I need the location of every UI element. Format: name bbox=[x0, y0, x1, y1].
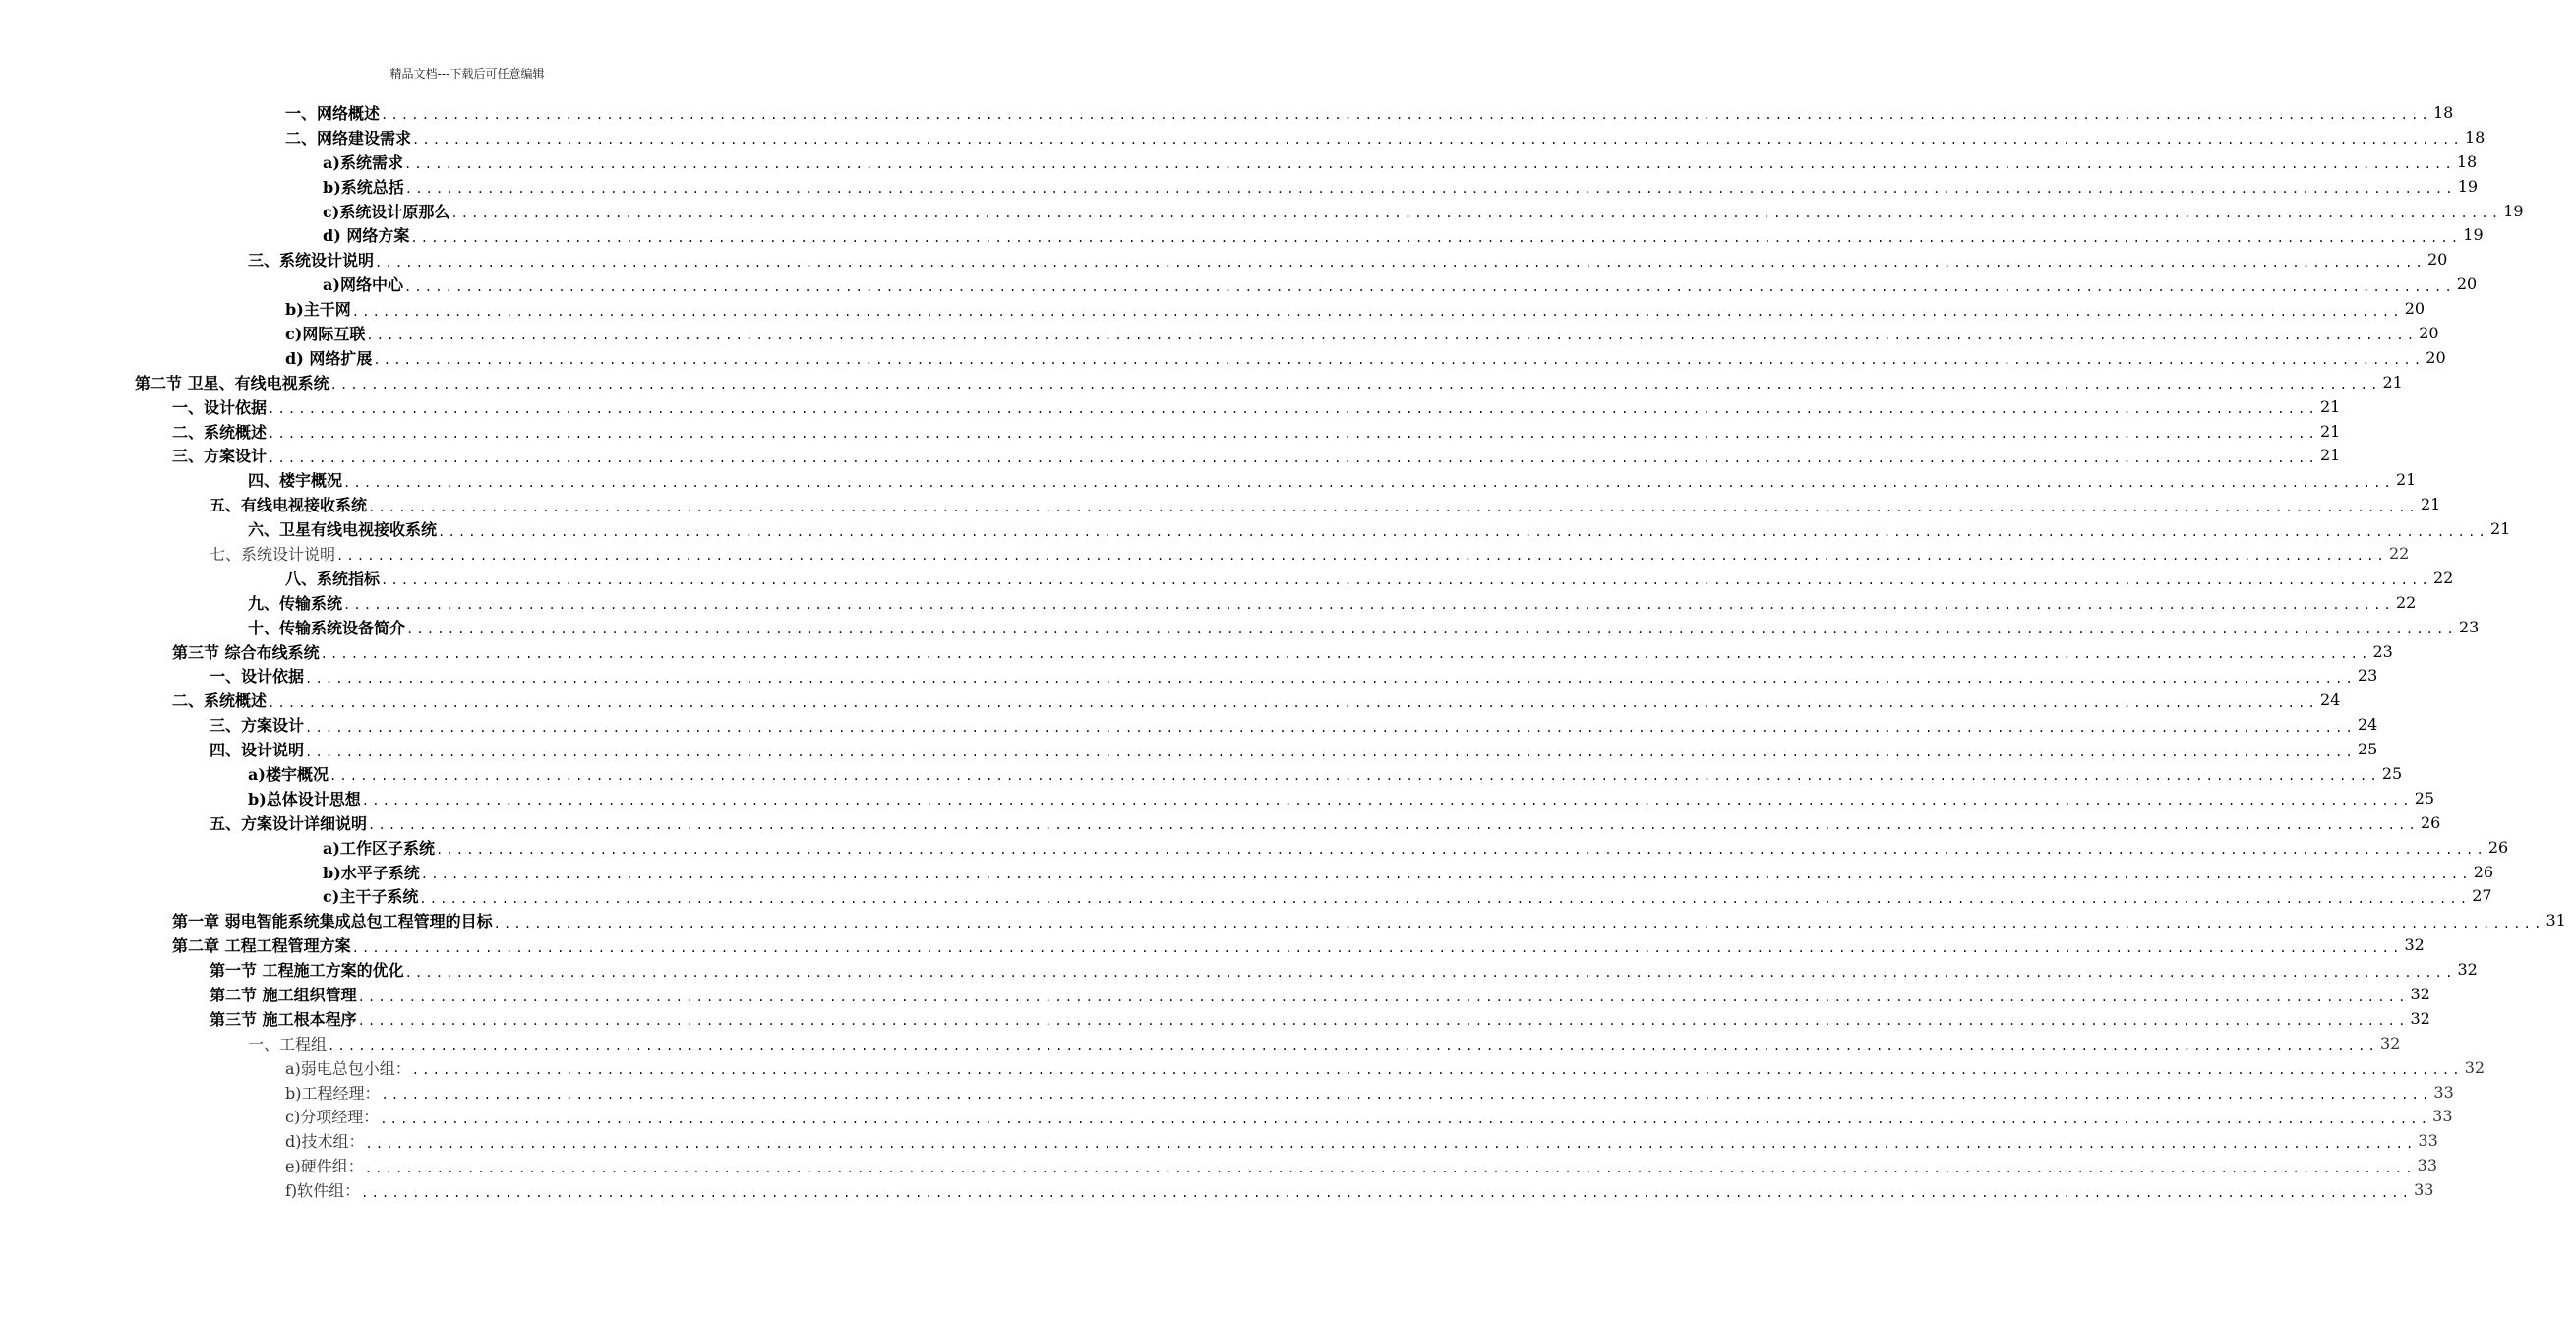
toc-entry-page: 33 bbox=[2414, 1180, 2434, 1200]
toc-entry-page: 18 bbox=[2456, 151, 2478, 171]
toc-entry[interactable] bbox=[0, 639, 2393, 664]
toc-entry-title: 一、网络概述 bbox=[285, 103, 381, 123]
toc-entry[interactable] bbox=[0, 688, 2341, 712]
toc-dot-leader: ........................................................................................................................................................................................................ bbox=[410, 230, 2462, 245]
toc-entry-title: e)硬件组： bbox=[285, 1157, 364, 1176]
toc-dot-leader: ........................................................................................................................................................................................................ bbox=[438, 524, 2488, 539]
toc-entry-title: b)水平子系统 bbox=[323, 863, 420, 882]
toc-dot-leader: ........................................................................................................................................................................................................ bbox=[357, 1014, 2409, 1029]
toc-dot-leader: ........................................................................................................................................................................................................ bbox=[366, 329, 2418, 343]
toc-entry[interactable] bbox=[0, 516, 2511, 541]
toc-entry[interactable] bbox=[0, 394, 2341, 419]
table-of-contents bbox=[0, 100, 2566, 1202]
toc-entry-title: d) 网络方案 bbox=[323, 226, 410, 246]
toc-entry-page: 33 bbox=[2417, 1156, 2437, 1175]
toc-entry-page: 32 bbox=[2410, 985, 2430, 1003]
toc-entry[interactable] bbox=[0, 345, 2446, 370]
toc-entry-page: 21 bbox=[2319, 396, 2341, 416]
toc-entry-page: 19 bbox=[2463, 225, 2484, 245]
toc-dot-leader: ........................................................................................................................................................................................................ bbox=[381, 573, 2431, 588]
toc-entry-title: c)系统设计原那么 bbox=[323, 202, 450, 221]
toc-entry-title: 第二节 施工组织管理 bbox=[210, 986, 357, 1004]
toc-entry-page: 19 bbox=[2503, 201, 2524, 220]
toc-entry[interactable] bbox=[0, 150, 2478, 174]
toc-entry[interactable] bbox=[0, 811, 2441, 835]
toc-dot-leader: ........................................................................................................................................................................................................ bbox=[406, 623, 2457, 637]
toc-dot-leader: ........................................................................................................................................................................................................ bbox=[328, 1039, 2378, 1053]
toc-entry-page: 21 bbox=[2489, 519, 2511, 539]
toc-entry-page: 20 bbox=[2426, 347, 2446, 367]
toc-entry[interactable] bbox=[0, 443, 2341, 467]
toc-entry-page: 32 bbox=[2464, 1057, 2486, 1077]
toc-entry-title: 一、设计依据 bbox=[172, 397, 268, 417]
toc-dot-leader: ........................................................................................................................................................................................................ bbox=[343, 475, 2394, 490]
toc-entry-title: 二、系统概述 bbox=[172, 691, 268, 711]
toc-entry-page: 21 bbox=[2319, 421, 2341, 441]
toc-entry[interactable] bbox=[0, 370, 2403, 394]
toc-dot-leader: ........................................................................................................................................................................................................ bbox=[361, 1185, 2413, 1200]
toc-entry[interactable] bbox=[0, 1153, 2437, 1177]
toc-entry-title: 第一章 弱电智能系统集成总包工程管理的目标 bbox=[172, 912, 493, 931]
toc-entry-title: a)网络中心 bbox=[323, 275, 403, 295]
toc-entry-page: 23 bbox=[2372, 641, 2393, 661]
toc-entry-title: 八、系统指标 bbox=[285, 569, 381, 588]
toc-entry-page: 21 bbox=[2382, 372, 2403, 391]
toc-entry[interactable] bbox=[0, 1080, 2454, 1105]
toc-entry-page: 18 bbox=[2464, 127, 2486, 147]
toc-entry[interactable] bbox=[0, 541, 2410, 566]
toc-entry-title: 六、卫星有线电视接收系统 bbox=[248, 520, 438, 540]
toc-dot-leader: ........................................................................................................................................................................................................ bbox=[403, 279, 2455, 294]
toc-dot-leader: ........................................................................................................................................................................................................ bbox=[320, 647, 2371, 662]
toc-entry-title: b)系统总括 bbox=[323, 177, 404, 197]
toc-entry[interactable] bbox=[0, 860, 2494, 884]
toc-dot-leader: ........................................................................................................................................................................................................ bbox=[329, 378, 2381, 392]
toc-dot-leader: ........................................................................................................................................................................................................ bbox=[450, 207, 2502, 220]
toc-entry[interactable] bbox=[0, 982, 2430, 1006]
toc-entry-page: 20 bbox=[2404, 299, 2426, 319]
toc-entry-title: f)软件组： bbox=[285, 1181, 361, 1201]
toc-entry-page: 20 bbox=[2426, 250, 2448, 270]
toc-entry-title: 第一节 工程施工方案的优化 bbox=[210, 961, 404, 981]
toc-entry-title: 九、传输系统 bbox=[248, 593, 343, 613]
toc-entry-page: 23 bbox=[2458, 617, 2480, 636]
toc-dot-leader: ........................................................................................................................................................................................................ bbox=[404, 182, 2456, 197]
toc-entry-page: 26 bbox=[2487, 837, 2509, 857]
toc-dot-leader: ........................................................................................................................................................................................................ bbox=[361, 794, 2413, 809]
toc-entry-title: 三、方案设计 bbox=[210, 716, 305, 736]
toc-entry-page: 25 bbox=[2414, 788, 2435, 808]
toc-entry[interactable] bbox=[0, 761, 2403, 786]
toc-dot-leader: ........................................................................................................................................................................................................ bbox=[420, 868, 2472, 882]
toc-entry-title: 第三节 综合布线系统 bbox=[172, 642, 320, 662]
toc-entry[interactable] bbox=[0, 1055, 2486, 1080]
toc-entry-page: 21 bbox=[2319, 446, 2341, 465]
toc-entry-title: a)工作区子系统 bbox=[323, 838, 435, 858]
toc-dot-leader: ........................................................................................................................................................................................................ bbox=[380, 1112, 2431, 1126]
toc-entry[interactable] bbox=[0, 712, 2378, 737]
toc-entry-title: c)主干子系统 bbox=[323, 887, 419, 907]
toc-entry[interactable] bbox=[0, 884, 2492, 909]
toc-entry-title: 一、设计依据 bbox=[210, 667, 305, 687]
toc-entry-title: 五、方案设计详细说明 bbox=[210, 813, 368, 833]
toc-entry[interactable] bbox=[0, 566, 2454, 590]
toc-entry[interactable] bbox=[0, 1031, 2401, 1055]
toc-entry-page: 32 bbox=[2404, 935, 2425, 955]
toc-entry-page: 33 bbox=[2418, 1131, 2438, 1151]
toc-entry-page: 20 bbox=[2456, 274, 2478, 294]
toc-entry-title: 二、系统概述 bbox=[172, 422, 268, 442]
toc-entry-page: 22 bbox=[2395, 592, 2417, 612]
toc-entry-title: 一、工程组 bbox=[248, 1034, 328, 1053]
toc-entry-page: 22 bbox=[2388, 543, 2410, 563]
toc-entry-title: a)楼宇概况 bbox=[248, 764, 329, 784]
toc-entry[interactable] bbox=[0, 492, 2441, 516]
toc-entry-title: 七、系统设计说明 bbox=[210, 544, 336, 564]
toc-dot-leader: ........................................................................................................................................................................................................ bbox=[419, 891, 2471, 906]
toc-dot-leader: ........................................................................................................................................................................................................ bbox=[375, 255, 2426, 270]
toc-dot-leader: ........................................................................................................................................................................................................ bbox=[305, 745, 2356, 759]
toc-dot-leader: ........................................................................................................................................................................................................ bbox=[351, 304, 2403, 319]
toc-entry-page: 25 bbox=[2357, 740, 2378, 759]
toc-dot-leader: ........................................................................................................................................................................................................ bbox=[381, 1088, 2432, 1103]
toc-entry-title: b)主干网 bbox=[285, 300, 351, 320]
toc-dot-leader: ........................................................................................................................................................................................................ bbox=[268, 427, 2318, 442]
toc-dot-leader: ........................................................................................................................................................................................................ bbox=[404, 965, 2456, 980]
toc-entry-page: 19 bbox=[2457, 176, 2479, 196]
toc-entry-title: c)网际互联 bbox=[285, 324, 366, 343]
toc-dot-leader: ........................................................................................................................................................................................................ bbox=[268, 402, 2318, 417]
toc-entry-title: 二、网络建设需求 bbox=[285, 128, 412, 148]
toc-dot-leader: ........................................................................................................................................................................................................ bbox=[343, 598, 2394, 613]
toc-entry-page: 21 bbox=[2395, 470, 2417, 490]
toc-entry-page: 22 bbox=[2432, 568, 2454, 587]
toc-entry[interactable] bbox=[0, 1105, 2453, 1129]
toc-entry[interactable] bbox=[0, 932, 2425, 957]
toc-dot-leader: ........................................................................................................................................................................................................ bbox=[364, 1161, 2416, 1175]
toc-entry-page: 31 bbox=[2546, 911, 2566, 931]
toc-entry[interactable] bbox=[0, 786, 2435, 811]
toc-entry-page: 33 bbox=[2432, 1107, 2453, 1126]
toc-entry[interactable] bbox=[0, 1128, 2438, 1153]
toc-entry[interactable] bbox=[0, 590, 2417, 615]
toc-dot-leader: ........................................................................................................................................................................................................ bbox=[403, 157, 2455, 172]
toc-entry[interactable] bbox=[0, 615, 2480, 639]
toc-dot-leader: ........................................................................................................................................................................................................ bbox=[305, 720, 2356, 735]
toc-entry[interactable] bbox=[0, 271, 2478, 296]
toc-entry[interactable] bbox=[0, 737, 2378, 761]
toc-entry[interactable] bbox=[0, 296, 2426, 321]
toc-entry-page: 26 bbox=[2420, 812, 2441, 832]
toc-entry-page: 20 bbox=[2419, 323, 2439, 342]
toc-entry[interactable] bbox=[0, 100, 2454, 125]
toc-dot-leader: ........................................................................................................................................................................................................ bbox=[411, 1063, 2463, 1078]
toc-entry-title: 五、有线电视接收系统 bbox=[210, 496, 368, 515]
toc-entry[interactable] bbox=[0, 957, 2478, 982]
toc-dot-leader: ........................................................................................................................................................................................................ bbox=[268, 695, 2318, 710]
toc-entry-page: 33 bbox=[2433, 1082, 2454, 1102]
toc-entry-title: c)分项经理： bbox=[285, 1108, 380, 1127]
toc-entry-title: d)技术组： bbox=[285, 1132, 365, 1152]
toc-entry-title: 四、楼宇概况 bbox=[248, 471, 343, 491]
toc-entry-page: 24 bbox=[2357, 715, 2378, 735]
toc-dot-leader: ........................................................................................................................................................................................................ bbox=[368, 818, 2419, 833]
toc-entry-page: 25 bbox=[2381, 763, 2403, 783]
toc-entry[interactable] bbox=[0, 419, 2341, 444]
toc-entry-page: 32 bbox=[2457, 960, 2478, 980]
toc-entry[interactable] bbox=[0, 222, 2484, 247]
toc-entry-page: 21 bbox=[2420, 495, 2441, 514]
toc-entry[interactable] bbox=[0, 908, 2566, 932]
toc-entry-title: d) 网络扩展 bbox=[285, 348, 373, 368]
toc-entry-title: b)总体设计思想 bbox=[248, 789, 361, 809]
toc-entry-page: 24 bbox=[2319, 691, 2341, 710]
toc-entry-title: 第三节 施工根本程序 bbox=[210, 1009, 357, 1029]
toc-entry-title: a)弱电总包小组： bbox=[285, 1058, 411, 1078]
toc-entry[interactable] bbox=[0, 125, 2486, 150]
toc-dot-leader: ........................................................................................................................................................................................................ bbox=[435, 843, 2486, 858]
toc-entry[interactable] bbox=[0, 467, 2417, 492]
toc-entry-page: 18 bbox=[2432, 102, 2454, 122]
toc-dot-leader: ........................................................................................................................................................................................................ bbox=[357, 990, 2409, 1004]
toc-dot-leader: ........................................................................................................................................................................................................ bbox=[381, 108, 2431, 123]
toc-dot-leader: ........................................................................................................................................................................................................ bbox=[305, 671, 2356, 686]
toc-entry[interactable] bbox=[0, 321, 2439, 345]
toc-entry[interactable] bbox=[0, 835, 2509, 860]
toc-entry-title: b)工程经理： bbox=[285, 1083, 381, 1103]
toc-entry-page: 27 bbox=[2472, 886, 2492, 906]
toc-dot-leader: ........................................................................................................................................................................................................ bbox=[365, 1136, 2417, 1151]
toc-entry-title: 十、传输系统设备简介 bbox=[248, 618, 406, 637]
toc-entry[interactable] bbox=[0, 174, 2479, 199]
toc-dot-leader: ........................................................................................................................................................................................................ bbox=[493, 916, 2545, 931]
toc-entry-page: 32 bbox=[2379, 1033, 2401, 1052]
toc-entry[interactable] bbox=[0, 247, 2448, 271]
toc-entry[interactable] bbox=[0, 1006, 2430, 1031]
toc-entry-title: 第二节 卫星、有线电视系统 bbox=[135, 373, 329, 392]
toc-entry-title: 三、系统设计说明 bbox=[248, 251, 375, 270]
toc-entry-title: 四、设计说明 bbox=[210, 741, 305, 760]
toc-dot-leader: ........................................................................................................................................................................................................ bbox=[351, 940, 2403, 955]
toc-dot-leader: ........................................................................................................................................................................................................ bbox=[368, 500, 2419, 514]
toc-entry-title: 三、方案设计 bbox=[172, 447, 268, 466]
toc-entry-page: 23 bbox=[2357, 666, 2378, 686]
toc-entry-page: 26 bbox=[2473, 862, 2494, 881]
toc-entry[interactable] bbox=[0, 663, 2378, 688]
toc-entry-page: 32 bbox=[2410, 1008, 2430, 1028]
toc-dot-leader: ........................................................................................................................................................................................................ bbox=[329, 769, 2380, 784]
toc-entry-title: 第二章 工程工程管理方案 bbox=[172, 936, 351, 956]
toc-dot-leader: ........................................................................................................................................................................................................ bbox=[373, 353, 2425, 368]
toc-entry-title: a)系统需求 bbox=[323, 152, 403, 172]
toc-entry[interactable] bbox=[0, 1177, 2434, 1202]
toc-dot-leader: ........................................................................................................................................................................................................ bbox=[412, 133, 2463, 148]
toc-dot-leader: ........................................................................................................................................................................................................ bbox=[268, 451, 2318, 465]
toc-dot-leader: ........................................................................................................................................................................................................ bbox=[336, 549, 2387, 564]
toc-entry[interactable] bbox=[0, 199, 2524, 223]
page-header: 精品文档---下载后可任意编辑 bbox=[389, 67, 545, 81]
